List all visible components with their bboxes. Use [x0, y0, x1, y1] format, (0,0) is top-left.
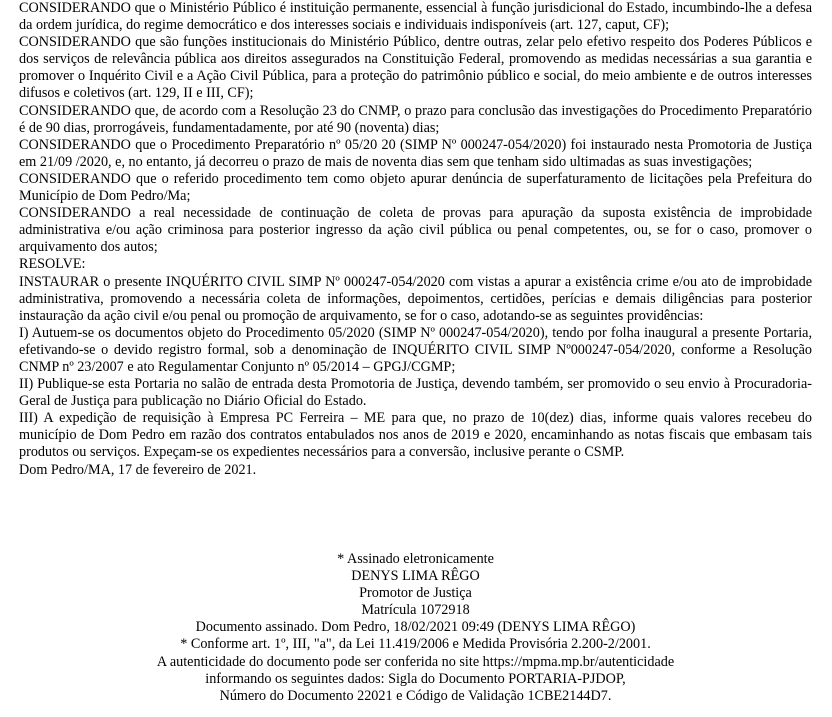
- paragraph-considerando-2: CONSIDERANDO que são funções institucionais do Ministério Público, dentre outras, zelar pelo efetivo respeito dos Poderes Públicos e dos serviços de relevância pública aos direitos assegurados na Constituição Federal, promovendo as medidas necessárias a sua garantia e promover o Inquérito Civil e a Ação Civil Pública, para a proteção do patrimônio público e social, do meio ambiente e de outros interesses difusos e coletivos (art. 129, II e III, CF);: [19, 34, 812, 102]
- signer-name: DENYS LIMA RÊGO: [351, 568, 480, 585]
- paragraph-date: Dom Pedro/MA, 17 de fevereiro de 2021.: [19, 461, 257, 478]
- document-info: informando os seguintes dados: Sigla do Documento PORTARIA-PJDOP,: [205, 670, 626, 687]
- paragraph-item-ii: II) Publique-se esta Portaria no salão de entrada desta Promotoria de Justiça, devendo também, ser promovido o seu envio à Procuradoria-Geral de Justiça para publicação no Diário Oficial do Estado.: [19, 376, 812, 410]
- authenticity-note: A autenticidade do documento pode ser conferida no site https://mpma.mp.br/autenticidade: [156, 653, 675, 670]
- signed-statement: Documento assinado. Dom Pedro, 18/02/2021 09:49 (DENYS LIMA RÊGO): [195, 619, 636, 636]
- signature-electronic-note: * Assinado eletronicamente: [337, 551, 494, 567]
- paragraph-considerando-1: CONSIDERANDO que o Ministério Público é instituição permanente, essencial à função jurisdicional do Estado, incumbindo-lhe a defesa da ordem jurídica, do regime democrático e dos interesses sociais e individuais indisponíveis (art. 127, caput, CF);: [19, 0, 812, 34]
- paragraph-resolve: RESOLVE:: [19, 256, 86, 273]
- legal-reference: * Conforme art. 1º, III, "a", da Lei 11.419/2006 e Medida Provisória 2.200-2/2001.: [180, 636, 651, 653]
- paragraph-considerando-5: CONSIDERANDO que o referido procedimento tem como objeto apurar denúncia de superfaturamento de licitações pela Prefeitura do Município de Dom Pedro/Ma;: [19, 170, 812, 205]
- signer-registration: Matrícula 1072918: [361, 602, 470, 619]
- document-number: Número do Documento 22021 e Código de Validação 1CBE2144D7.: [219, 687, 612, 704]
- paragraph-item-iii: III) A expedição de requisição à Empresa PC Ferreira – ME para que, no prazo de 10(dez) dias, informe quais valores recebeu do município de Dom Pedro em razão dos contratos entabulados nos anos de 2019 e 2020, encaminhando as notas fiscais que embasam tais produtos ou serviços. Expeçam-se os expedientes necessários para a conversão, inclusive perante o CSMP.: [19, 410, 812, 461]
- signer-role: Promotor de Justiça: [359, 585, 472, 602]
- paragraph-item-i: I) Autuem-se os documentos objeto do Procedimento 05/2020 (SIMP Nº 000247-054/2020), tendo por folha inaugural a presente Portaria, efetivando-se o devido registro formal, sob a denominação de INQUÉRITO CIVIL SIMP Nº000247-054/2020, conforme a Resolução CNMP nº 23/2007 e ato Regulamentar Conjunto nº 05/2014 – GPGJ/CGMP;: [19, 324, 812, 375]
- paragraph-considerando-6: CONSIDERANDO a real necessidade de continuação de coleta de provas para apuração da suposta existência de improbidade administrativa e/ou ação criminosa para posterior ingresso da ação civil pública ou penal competentes, ou, se for o caso, promover o arquivamento dos autos;: [19, 205, 812, 256]
- document-body: [19, 0, 812, 479]
- paragraph-considerando-4: CONSIDERANDO que o Procedimento Preparatório nº 05/20 20 (SIMP Nº 000247-054/2020) foi instaurado nesta Promotoria de Justiça em 21/09 /2020, e, no entanto, já decorreu o prazo de mais de noventa dias sem que tenham sido ultimadas as suas investigações;: [19, 136, 812, 170]
- paragraph-considerando-3: CONSIDERANDO que, de acordo com a Resolução 23 do CNMP, o prazo para conclusão das investigações do Procedimento Preparatório é de 90 dias, prorrogáveis, fundamentadamente, por até 90 (noventa) dias;: [19, 102, 812, 136]
- signature-block: [19, 551, 812, 705]
- paragraph-instaurar: INSTAURAR o presente INQUÉRITO CIVIL SIMP Nº 000247-054/2020 com vistas a apurar a existência crime e/ou ato de improbidade administrativa, promovendo a necessária coleta de informações, depoimentos, certidões, perícias e demais diligências para posterior instauração da ação civil e/ou penal ou promoção de arquivamento, se for o caso, adotando-se as seguintes providências:: [19, 273, 812, 324]
